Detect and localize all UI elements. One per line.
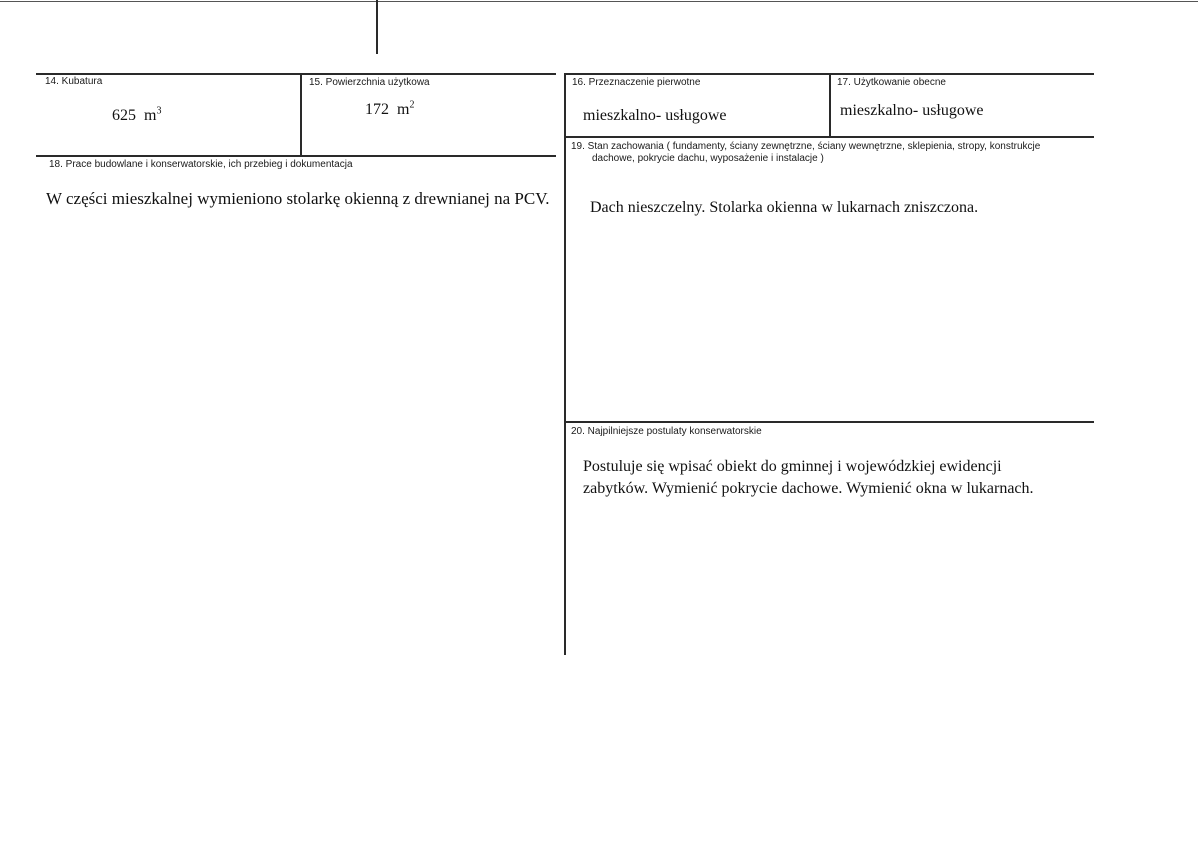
przeznaczenie-label: 16. Przeznaczenie pierwotne xyxy=(572,77,701,88)
postulaty-value-line1: Postuluje się wpisać obiekt do gminnej i wojewódzkiej ewidencji xyxy=(583,458,1002,475)
postulaty-label: 20. Najpilniejsze postulaty konserwatorskie xyxy=(571,426,762,437)
prace-label: 18. Prace budowlane i konserwatorskie, ich przebieg i dokumentacja xyxy=(49,159,353,170)
row-top-border-left xyxy=(36,73,556,75)
border-above-20 xyxy=(566,421,1094,423)
top-vertical-divider xyxy=(376,0,378,54)
kubatura-number: 625 xyxy=(112,107,136,124)
center-column-divider xyxy=(564,73,566,655)
border-above-19 xyxy=(566,136,1094,138)
stan-label-line1: 19. Stan zachowania ( fundamenty, ściany zewnętrzne, ściany wewnętrzne, sklepienia, stropy, konstrukcje xyxy=(571,141,1041,152)
uzytkowanie-label: 17. Użytkowanie obecne xyxy=(837,77,946,88)
top-edge-line xyxy=(0,1,1198,2)
powierzchnia-unit: m xyxy=(397,101,410,118)
uzytkowanie-value: mieszkalno- usługowe xyxy=(840,102,984,119)
stan-value: Dach nieszczelny. Stolarka okienna w lukarnach zniszczona. xyxy=(590,199,979,216)
powierzchnia-label: 15. Powierzchnia użytkowa xyxy=(309,77,430,88)
kubatura-value xyxy=(112,107,161,125)
powierzchnia-exponent: 2 xyxy=(409,99,415,111)
divider-16-17 xyxy=(829,73,831,137)
border-above-18 xyxy=(36,155,556,157)
kubatura-exponent: 3 xyxy=(156,105,162,117)
stan-label-line2: dachowe, pokrycie dachu, wyposażenie i instalacje ) xyxy=(592,153,824,164)
prace-value: W części mieszkalnej wymieniono stolarkę okienną z drewnianej na PCV. xyxy=(46,189,550,208)
kubatura-unit: m xyxy=(144,107,157,124)
przeznaczenie-value: mieszkalno- usługowe xyxy=(583,107,727,124)
powierzchnia-number: 172 xyxy=(365,101,389,118)
divider-14-15 xyxy=(300,73,302,156)
postulaty-value-line2: zabytków. Wymienić pokrycie dachowe. Wymienić okna w lukarnach. xyxy=(583,480,1034,497)
powierzchnia-value xyxy=(365,101,414,119)
kubatura-label: 14. Kubatura xyxy=(45,76,103,87)
